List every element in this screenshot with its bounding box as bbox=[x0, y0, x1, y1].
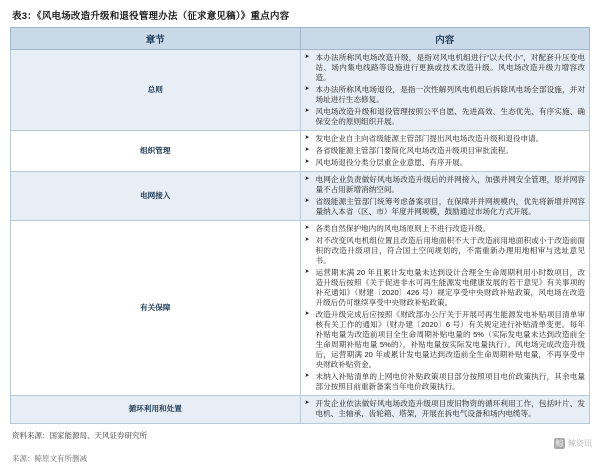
list-item: ➤ 省级能源主管部门统筹考虑备案项目，在保障并并网规模内，优先将新增并网容量纳入本省（区、市）年度并网规模，鼓励通过市场化方式开展。 bbox=[305, 197, 586, 217]
table-row bbox=[11, 221, 590, 396]
section-content bbox=[300, 172, 590, 221]
item-list bbox=[305, 134, 586, 168]
logo-mark-icon: 鲸 bbox=[555, 439, 564, 448]
logo-text: 鲸资讯 bbox=[568, 439, 592, 448]
list-item: ➤ 运营期末满 20 年且累计发电量未达到设计合理全生命周期利用小时数项目，改造升级后按照《关于促进非水可再生能源发电健康发展的若干意见》有关事项的补充通知》（财建〔2020〕426 号）规定享受中央财政补贴政策，风电场在改造升级后仍可继续享受中央财政补贴政策。 bbox=[305, 268, 586, 308]
section-label: 循环利用和处置 bbox=[11, 396, 301, 423]
section-content bbox=[300, 131, 590, 172]
column-header-section: 章节 bbox=[11, 28, 301, 50]
item-list bbox=[305, 175, 586, 217]
table-body bbox=[11, 50, 590, 424]
item-list bbox=[305, 53, 586, 127]
item-list bbox=[305, 224, 586, 392]
table-row bbox=[11, 396, 590, 423]
list-item: ➤ 本办法所称风电场改造升级，是指对风电机组进行“以大代小”，对配套升压变电站、场内集电线路等设施进行更换或技术改造升级。风电场改造升级力增容改造。 bbox=[305, 53, 586, 83]
section-content bbox=[300, 396, 590, 423]
list-item: ➤ 改造升级完成后应按照《财政部办公厅关于开展可再生能源发电补贴项目清单审核有关工作的通知》（财办建〔2020〕6 号）有关规定进行补贴清单变更。每年补贴电量为改造前项目全生命周期补贴电量的 5%（实际发电量未达到改造前全生命周期补贴电量 5%的），补贴电量按实际发电量执行）。风电场完成改造升级后，运营期满 20 年或累计发电量达到改造前全生命周期补贴电量，不再享受中央财政补贴资金。 bbox=[305, 310, 586, 370]
list-item: ➤ 对不改变风电机组位置且改造后用地面积不大于改造前用地面积或小于改造前面积的改造升级项目，符合国土空间规划的，不需重新办理用地相审与选址意见书。 bbox=[305, 236, 586, 266]
table-header bbox=[11, 28, 590, 50]
item-list bbox=[305, 399, 586, 419]
table-row bbox=[11, 50, 590, 131]
table-row bbox=[11, 172, 590, 221]
list-item: ➤ 各省级能源主管部门要简化风电场改造升级项目审批流程。 bbox=[305, 146, 586, 156]
section-content bbox=[300, 221, 590, 396]
list-item: ➤ 电网企业负责做好风电场改造升级后的并网接入，加强并网安全管理，原并网容量不占用新增消纳空间。 bbox=[305, 175, 586, 195]
list-item: ➤ 风电场退役分类分层重企业意愿、有序开展。 bbox=[305, 158, 586, 168]
list-item: ➤ 各类自然保护地内的风电场原则上不进行改造升级。 bbox=[305, 224, 586, 234]
section-label: 电网接入 bbox=[11, 172, 301, 221]
section-label: 组织管理 bbox=[11, 131, 301, 172]
list-item: ➤ 本办法所称风电场退役，是指一次性解列风电机组后拆除风电场全部设施，并对场址进行生态修复。 bbox=[305, 85, 586, 105]
watermark-logo bbox=[554, 438, 592, 449]
table-row bbox=[11, 131, 590, 172]
source-note: 资料来源：国家能源局、天风证券研究所 bbox=[12, 430, 147, 440]
column-header-content: 内容 bbox=[300, 28, 590, 50]
table-header-row bbox=[11, 28, 590, 50]
list-item: ➤ 开发企业依法做好风电场改造升级项目废旧物资的循环利用工作，包括叶片、发电机、主轴承、齿轮箱、塔架，开展在拆电气设备和场内电缆等。 bbox=[305, 399, 586, 419]
section-label: 有关保障 bbox=[11, 221, 301, 396]
list-item: ➤ 发电企业自主向省级能源主管部门提出风电场改造升级和退役申请。 bbox=[305, 134, 586, 144]
section-label: 总则 bbox=[11, 50, 301, 131]
list-item: ➤ 未纳入补贴清单的上网电价补贴政策项目部分按照项目电价政策执行，其余电量部分按照目前重新备案当年电价政策执行。 bbox=[305, 372, 586, 392]
section-content bbox=[300, 50, 590, 131]
policy-table bbox=[10, 27, 590, 424]
disclaimer-note: 来源：鲸原文有所删减 bbox=[12, 453, 87, 463]
table-caption: 表3：《风电场改造升级和退役管理办法（征求意见稿）》重点内容 bbox=[12, 11, 290, 22]
list-item: ➤ 风电场改造升级和退役管理按照公平自愿、先进高效、生态优先、有序实施、确保安全的原则组织开展。 bbox=[305, 107, 586, 127]
